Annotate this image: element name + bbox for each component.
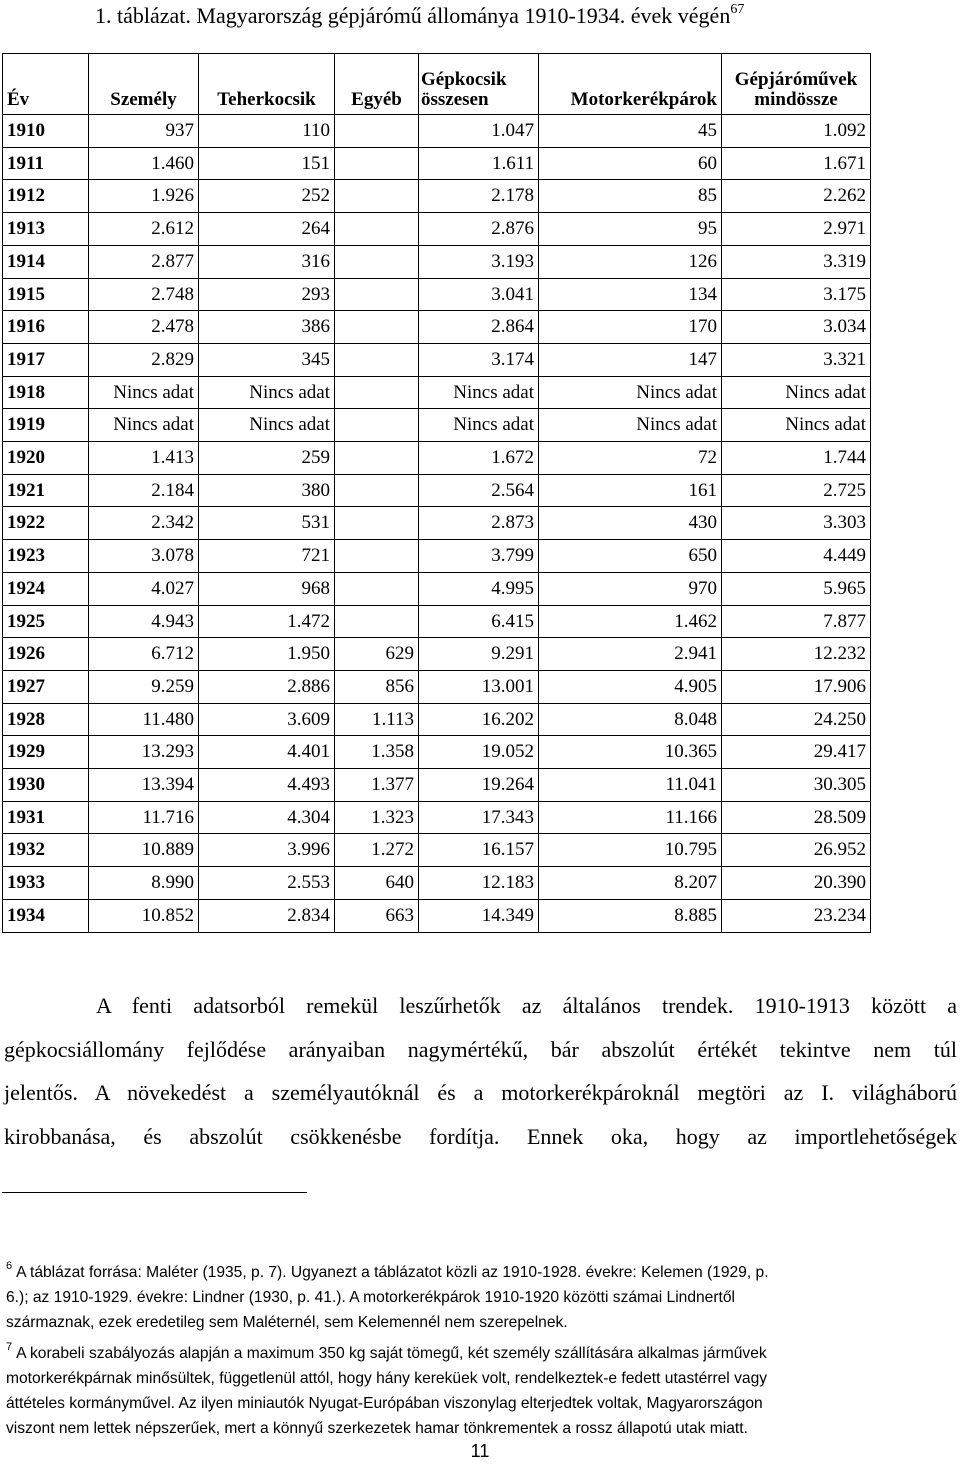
value-cell: 20.390: [722, 867, 871, 900]
value-cell: 28.509: [722, 801, 871, 834]
value-cell: 1.744: [722, 442, 871, 475]
footnote-6-line: származnak, ezek eredetileg sem Maléternél, sem Kelemennél nem szerepelnek.: [6, 1314, 568, 1331]
value-cell: 9.259: [89, 670, 199, 703]
value-cell: 629: [335, 638, 419, 671]
value-cell: [335, 376, 419, 409]
table-row: [3, 442, 871, 475]
value-cell: 1.377: [335, 769, 419, 802]
value-cell: 380: [199, 474, 335, 507]
value-cell: 14.349: [419, 899, 539, 932]
value-cell: [335, 409, 419, 442]
value-cell: 1.611: [419, 147, 539, 180]
value-cell: 19.264: [419, 769, 539, 802]
footnote-7-line: viszont nem lettek népszerűek, mert a könnyű szerkezetek hamar tönkrementek a rossz állapotú utak miatt.: [6, 1420, 748, 1437]
value-cell: 531: [199, 507, 335, 540]
table-row: [3, 638, 871, 671]
value-cell: 26.952: [722, 834, 871, 867]
year-cell: 1929: [3, 736, 89, 769]
footnote-6-line: [6, 1254, 956, 1285]
value-cell: 10.889: [89, 834, 199, 867]
value-cell: [335, 507, 419, 540]
table-row: [3, 409, 871, 442]
year-cell: 1931: [3, 801, 89, 834]
table-row: [3, 605, 871, 638]
value-cell: 1.113: [335, 703, 419, 736]
value-cell: 4.304: [199, 801, 335, 834]
year-cell: 1924: [3, 572, 89, 605]
value-cell: Nincs adat: [89, 409, 199, 442]
value-cell: 170: [539, 311, 722, 344]
value-cell: 856: [335, 670, 419, 703]
value-cell: 3.319: [722, 245, 871, 278]
value-cell: 1.092: [722, 115, 871, 148]
value-cell: [335, 540, 419, 573]
footnote-separator: [2, 1192, 307, 1193]
table-row: [3, 736, 871, 769]
value-cell: 4.493: [199, 769, 335, 802]
footnote-reference: 67: [730, 2, 745, 17]
value-cell: 85: [539, 180, 722, 213]
year-cell: 1916: [3, 311, 89, 344]
value-cell: 10.795: [539, 834, 722, 867]
value-cell: 16.157: [419, 834, 539, 867]
footnote-7-line: áttételes kormányművel. Az ilyen miniautók Nyugat-Európában viszonylag elterjedtek voltak, Magyarországon: [6, 1395, 763, 1412]
value-cell: 11.041: [539, 769, 722, 802]
value-cell: 13.001: [419, 670, 539, 703]
value-cell: 17.906: [722, 670, 871, 703]
value-cell: 721: [199, 540, 335, 573]
year-cell: 1930: [3, 769, 89, 802]
value-cell: 17.343: [419, 801, 539, 834]
value-cell: 3.321: [722, 343, 871, 376]
value-cell: 1.671: [722, 147, 871, 180]
table-row: [3, 115, 871, 148]
value-cell: 4.449: [722, 540, 871, 573]
value-cell: [335, 245, 419, 278]
year-cell: 1921: [3, 474, 89, 507]
value-cell: [335, 343, 419, 376]
page-number: 11: [470, 1441, 490, 1461]
value-cell: 3.303: [722, 507, 871, 540]
value-cell: [335, 115, 419, 148]
value-cell: 147: [539, 343, 722, 376]
year-cell: 1927: [3, 670, 89, 703]
value-cell: 316: [199, 245, 335, 278]
value-cell: 3.609: [199, 703, 335, 736]
value-cell: 1.926: [89, 180, 199, 213]
value-cell: 345: [199, 343, 335, 376]
table-row: [3, 540, 871, 573]
year-cell: 1915: [3, 278, 89, 311]
value-cell: 650: [539, 540, 722, 573]
value-cell: Nincs adat: [539, 376, 722, 409]
value-cell: 2.873: [419, 507, 539, 540]
year-cell: 1932: [3, 834, 89, 867]
header-cars-total-line2: összesen: [421, 89, 489, 110]
table-row: [3, 278, 871, 311]
value-cell: 24.250: [722, 703, 871, 736]
table-body: [3, 115, 871, 933]
table-row: [3, 245, 871, 278]
value-cell: 2.834: [199, 899, 335, 932]
value-cell: 970: [539, 572, 722, 605]
table-row: [3, 834, 871, 867]
value-cell: [335, 278, 419, 311]
value-cell: 2.553: [199, 867, 335, 900]
table-row: [3, 867, 871, 900]
body-line: A fenti adatsorból remekül leszűrhetők az általános trendek. 1910-1913 között a: [96, 993, 957, 1018]
value-cell: 4.995: [419, 572, 539, 605]
value-cell: 1.413: [89, 442, 199, 475]
value-cell: 2.262: [722, 180, 871, 213]
body-line: jelentős. A növekedést a személyautóknál és a motorkerékpároknál megtöri az I. világháború: [4, 1080, 957, 1105]
value-cell: 12.183: [419, 867, 539, 900]
value-cell: 11.166: [539, 801, 722, 834]
year-cell: 1913: [3, 213, 89, 246]
footnote-6-number: 6: [6, 1260, 13, 1272]
table-row: [3, 180, 871, 213]
value-cell: 1.460: [89, 147, 199, 180]
table-row: [3, 147, 871, 180]
value-cell: Nincs adat: [89, 376, 199, 409]
body-paragraph: [4, 984, 957, 1158]
value-cell: 1.472: [199, 605, 335, 638]
header-motorcycles: Motorkerékpárok: [539, 54, 722, 115]
year-cell: 1934: [3, 899, 89, 932]
year-cell: 1923: [3, 540, 89, 573]
year-cell: 1918: [3, 376, 89, 409]
value-cell: 259: [199, 442, 335, 475]
value-cell: 72: [539, 442, 722, 475]
value-cell: [335, 605, 419, 638]
table-row: [3, 474, 871, 507]
value-cell: [335, 572, 419, 605]
header-other: Egyéb: [335, 54, 419, 115]
header-year: Év: [3, 54, 89, 115]
year-cell: 1925: [3, 605, 89, 638]
value-cell: 19.052: [419, 736, 539, 769]
value-cell: 4.943: [89, 605, 199, 638]
value-cell: 2.941: [539, 638, 722, 671]
value-cell: 10.365: [539, 736, 722, 769]
value-cell: 2.184: [89, 474, 199, 507]
year-cell: 1910: [3, 115, 89, 148]
value-cell: 151: [199, 147, 335, 180]
value-cell: 4.905: [539, 670, 722, 703]
table-row: [3, 899, 871, 932]
value-cell: 1.672: [419, 442, 539, 475]
vehicle-stock-table: [2, 53, 871, 933]
value-cell: 12.232: [722, 638, 871, 671]
value-cell: 4.401: [199, 736, 335, 769]
footnote-6-line: 6.); az 1910-1929. évekre: Lindner (1930, p. 41.). A motorkerékpárok 1910-1920 közötti számai Lindnertől: [6, 1289, 736, 1306]
value-cell: 23.234: [722, 899, 871, 932]
value-cell: 161: [539, 474, 722, 507]
value-cell: 1.462: [539, 605, 722, 638]
footnotes: [6, 1254, 956, 1441]
value-cell: Nincs adat: [722, 409, 871, 442]
value-cell: 1.323: [335, 801, 419, 834]
value-cell: 6.712: [89, 638, 199, 671]
value-cell: Nincs adat: [199, 409, 335, 442]
year-cell: 1911: [3, 147, 89, 180]
table-row: [3, 703, 871, 736]
value-cell: 8.885: [539, 899, 722, 932]
table-row: [3, 801, 871, 834]
value-cell: 13.293: [89, 736, 199, 769]
value-cell: 2.864: [419, 311, 539, 344]
value-cell: 10.852: [89, 899, 199, 932]
value-cell: Nincs adat: [419, 376, 539, 409]
table-row: [3, 670, 871, 703]
value-cell: 3.078: [89, 540, 199, 573]
value-cell: 2.876: [419, 213, 539, 246]
footnote-7-line: [6, 1335, 956, 1366]
value-cell: 110: [199, 115, 335, 148]
value-cell: [335, 147, 419, 180]
value-cell: 8.207: [539, 867, 722, 900]
value-cell: [335, 311, 419, 344]
year-cell: 1914: [3, 245, 89, 278]
value-cell: 3.175: [722, 278, 871, 311]
value-cell: 2.342: [89, 507, 199, 540]
value-cell: 1.358: [335, 736, 419, 769]
value-cell: 29.417: [722, 736, 871, 769]
value-cell: 663: [335, 899, 419, 932]
value-cell: 937: [89, 115, 199, 148]
header-all-vehicles: [722, 54, 871, 115]
value-cell: 1.950: [199, 638, 335, 671]
table-caption-text: 1. táblázat. Magyarország gépjárómű állománya 1910-1934. évek végén: [95, 3, 731, 28]
value-cell: 8.990: [89, 867, 199, 900]
value-cell: 13.394: [89, 769, 199, 802]
header-all-vehicles-line1: Gépjáróművek: [734, 69, 858, 90]
value-cell: 4.027: [89, 572, 199, 605]
value-cell: 8.048: [539, 703, 722, 736]
year-cell: 1912: [3, 180, 89, 213]
header-all-vehicles-line2: mindössze: [754, 89, 838, 110]
body-line: gépkocsiállomány fejlődése arányaiban nagymértékű, bár abszolút értékét tekintve nem túl: [4, 1036, 957, 1062]
table-row: [3, 311, 871, 344]
value-cell: 2.748: [89, 278, 199, 311]
value-cell: 252: [199, 180, 335, 213]
value-cell: 6.415: [419, 605, 539, 638]
value-cell: 2.178: [419, 180, 539, 213]
value-cell: Nincs adat: [199, 376, 335, 409]
table-row: [3, 572, 871, 605]
value-cell: [335, 213, 419, 246]
value-cell: 3.174: [419, 343, 539, 376]
value-cell: 126: [539, 245, 722, 278]
header-truck: Teherkocsik: [199, 54, 335, 115]
table-row: [3, 507, 871, 540]
year-cell: 1917: [3, 343, 89, 376]
value-cell: Nincs adat: [722, 376, 871, 409]
value-cell: 2.886: [199, 670, 335, 703]
year-cell: 1922: [3, 507, 89, 540]
value-cell: Nincs adat: [539, 409, 722, 442]
value-cell: 11.716: [89, 801, 199, 834]
value-cell: 3.799: [419, 540, 539, 573]
value-cell: 293: [199, 278, 335, 311]
year-cell: 1926: [3, 638, 89, 671]
value-cell: 134: [539, 278, 722, 311]
body-line: kirobbanása, és abszolút csökkenésbe fordítja. Ennek oka, hogy az importlehetőségek: [4, 1123, 957, 1149]
value-cell: 968: [199, 572, 335, 605]
value-cell: [335, 442, 419, 475]
value-cell: 45: [539, 115, 722, 148]
value-cell: [335, 180, 419, 213]
value-cell: 3.996: [199, 834, 335, 867]
year-cell: 1933: [3, 867, 89, 900]
table-row: [3, 769, 871, 802]
value-cell: 1.272: [335, 834, 419, 867]
year-cell: 1919: [3, 409, 89, 442]
value-cell: 2.725: [722, 474, 871, 507]
header-personal: Személy: [89, 54, 199, 115]
value-cell: 2.478: [89, 311, 199, 344]
value-cell: 9.291: [419, 638, 539, 671]
year-cell: 1920: [3, 442, 89, 475]
footnote-7-line: motorkerékpárnak minősültek, függetlenül attól, hogy hány kereküek volt, rendelkeztek-e fedett utastérrel vagy: [6, 1370, 768, 1387]
table-row: [3, 343, 871, 376]
value-cell: 430: [539, 507, 722, 540]
table-row: [3, 376, 871, 409]
value-cell: 1.047: [419, 115, 539, 148]
value-cell: 2.564: [419, 474, 539, 507]
footnote-6-text: A táblázat forrása: Maléter (1935, p. 7). Ugyanezt a táblázatot közli az 1910-1928. évekre: Kelemen (1929, p.: [16, 1264, 769, 1281]
value-cell: 640: [335, 867, 419, 900]
value-cell: Nincs adat: [419, 409, 539, 442]
value-cell: 3.193: [419, 245, 539, 278]
value-cell: 264: [199, 213, 335, 246]
header-cars-total-line1: Gépkocsik: [421, 69, 507, 90]
table-row: [3, 213, 871, 246]
value-cell: 2.877: [89, 245, 199, 278]
header-cars-total: [419, 54, 539, 115]
value-cell: 11.480: [89, 703, 199, 736]
year-cell: 1928: [3, 703, 89, 736]
value-cell: 60: [539, 147, 722, 180]
table-header-row: [3, 54, 871, 115]
table-caption: [95, 2, 744, 29]
value-cell: 3.034: [722, 311, 871, 344]
value-cell: 386: [199, 311, 335, 344]
value-cell: 3.041: [419, 278, 539, 311]
value-cell: 2.829: [89, 343, 199, 376]
footnote-7-text: A korabeli szabályozás alapján a maximum 350 kg saját tömegű, két személy szállítására alkalmas járművek: [16, 1345, 767, 1362]
value-cell: 7.877: [722, 605, 871, 638]
value-cell: [335, 474, 419, 507]
value-cell: 95: [539, 213, 722, 246]
value-cell: 16.202: [419, 703, 539, 736]
value-cell: 2.971: [722, 213, 871, 246]
footnote-7-number: 7: [6, 1341, 13, 1353]
value-cell: 5.965: [722, 572, 871, 605]
value-cell: 30.305: [722, 769, 871, 802]
value-cell: 2.612: [89, 213, 199, 246]
